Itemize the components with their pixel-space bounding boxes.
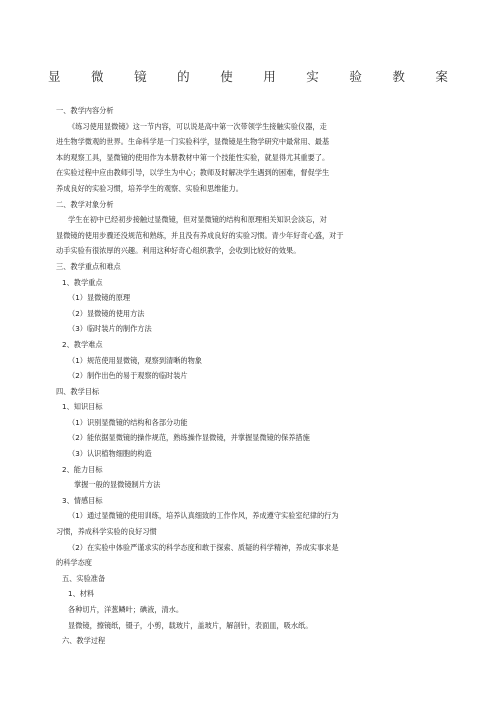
text-line: 动手实验有很浓厚的兴趣。利用这种好奇心组织教学，会收到比较好的效果。	[56, 246, 301, 256]
title-char: 微	[91, 69, 104, 84]
text-line: 掌握一般的显微镜制片方法	[74, 480, 161, 490]
text-line: 学生在初中已经初步接触过显微镜，但对显微镜的结构和原理相关知识会淡忘，对	[68, 215, 327, 225]
text-line: 二、教学对象分析	[56, 199, 114, 209]
text-line: （2）制作出色的易于观察的临时装片	[68, 371, 188, 381]
text-line: 《练习使用显微镜》这一节内容，可以说是高中第一次带领学生接触实验仪器，走	[68, 121, 327, 131]
text-line: 习惯，养成科学实验的良好习惯	[56, 527, 157, 537]
text-line: 各种切片，洋葱鳞叶；碘液，清水。	[68, 605, 184, 614]
text-line: 四、教学目标	[56, 386, 100, 396]
text-line: 的科学态度	[56, 558, 92, 568]
title-char: 实	[306, 69, 319, 84]
title-char: 镜	[134, 69, 147, 84]
text-line: 在实验过程中应由教师引导，以学生为中心；教师及时解决学生遇到的困难，督促学生	[56, 168, 330, 178]
text-line: （1）规范使用显微镜，观察到清晰的物象	[68, 355, 202, 365]
text-line: 一、教学内容分析	[56, 106, 114, 115]
text-line: （2）显微镜的使用方法	[68, 308, 145, 318]
text-line: 1、教学重点	[62, 277, 103, 287]
document-title	[48, 67, 448, 85]
text-line: 本的观察工具，显微镜的使用作为本册教材中第一个技能性实验，就显得尤其重要了。	[56, 152, 330, 162]
title-char: 验	[349, 69, 362, 84]
text-line: 进生物学微观的世界。生命科学是一门实验科学，显微镜是生物学研究中最常用、最基	[56, 137, 330, 147]
text-line: 显微镜的使用步骤还没规范和熟练，并且没有养成良好的实验习惯。青少年好奇心盛，对于	[56, 230, 344, 240]
title-char: 案	[435, 69, 448, 84]
text-line: （1）通过显微镜的使用训练，培养认真细致的工作作风，养成遵守实验室纪律的行为	[68, 511, 339, 521]
title-char: 的	[177, 69, 190, 84]
text-line: （2）在实验中体验严谨求实的科学态度和敢于探索、质疑的科学精神，养成实事求是	[68, 542, 339, 552]
text-line: 六、教学过程	[62, 636, 106, 646]
text-line: 三、教学重点和难点	[56, 261, 121, 271]
document-body	[56, 103, 440, 649]
text-line: （3）认识植物细胞的构造	[68, 449, 152, 459]
text-line: 2、能力目标	[62, 464, 103, 474]
text-line: 2、教学难点	[62, 339, 103, 349]
title-char: 使	[220, 69, 233, 84]
text-line: 显微镜，擦镜纸，镊子，小剪，载玻片，盖玻片，解剖针，表面皿，吸水纸。	[68, 620, 313, 630]
text-line: 五、实验准备	[62, 573, 106, 583]
title-char: 用	[263, 69, 276, 84]
title-char: 教	[392, 69, 405, 84]
text-line: 养成良好的实验习惯，培养学生的观察、实验和思维能力。	[56, 183, 243, 193]
text-line: 1、知识目标	[62, 402, 103, 412]
text-line: 3、情感目标	[62, 495, 103, 505]
text-line: （2）能依据显微镜的操作规范，熟练操作显微镜，并掌握显微镜的保养措施	[68, 433, 310, 443]
text-line: （1）显微镜的原理	[68, 293, 131, 303]
title-char: 显	[48, 69, 61, 84]
text-line: （3）临时装片的制作方法	[68, 324, 152, 334]
text-line: 1、材料	[68, 589, 95, 599]
text-line: （1）识别显微镜的结构和各部分功能	[68, 417, 188, 427]
